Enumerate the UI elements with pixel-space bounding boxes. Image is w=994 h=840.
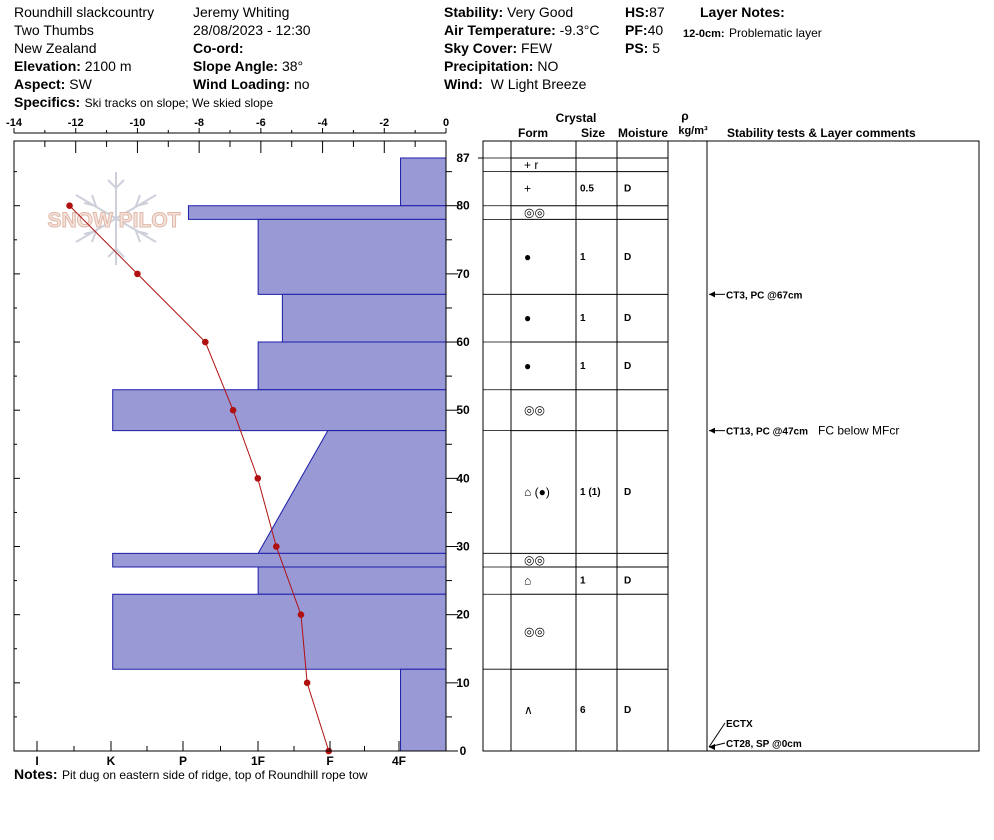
temperature-tick-label: -12 (67, 117, 84, 129)
specifics-label: Specifics: (14, 94, 81, 110)
temperature-point (254, 475, 261, 482)
depth-tick-label: 40 (456, 471, 470, 486)
layer-form: + r (524, 157, 539, 172)
depth-tick-label: 80 (456, 198, 470, 213)
layer-form: ◎◎ (524, 403, 545, 418)
hardness-bar (282, 294, 446, 342)
hardness-tick-label: I (35, 754, 39, 768)
notes-text: Pit dug on eastern side of ridge, top of Roundhill rope tow (62, 768, 368, 782)
precipitation-value: NO (537, 58, 559, 74)
stability-test-comment: FC below MFcr (818, 423, 900, 438)
hardness-bar (188, 206, 446, 220)
temperature-tick-label: -14 (6, 117, 22, 129)
temperature-point (66, 202, 73, 209)
hardness-tick-label: P (178, 754, 188, 768)
stability-test-label: CT28, SP @0cm (726, 739, 802, 750)
layer-moisture: D (624, 183, 632, 195)
temperature-point (202, 339, 209, 346)
depth-tick-label: 20 (456, 607, 470, 622)
aspect-value: SW (69, 76, 92, 92)
stability-test-label: ECTX (726, 719, 753, 730)
temperature-point (134, 271, 141, 278)
pf-label: PF: (625, 22, 648, 38)
observer-name: Jeremy Whiting (193, 4, 290, 20)
layer-size: 1 (1) (580, 486, 601, 498)
layer-moisture: D (624, 575, 632, 587)
crystal-header: Crystal (555, 111, 597, 125)
temperature-tick-label: -2 (379, 117, 390, 129)
depth-tick-label: 60 (456, 335, 470, 350)
layer-moisture: D (624, 251, 632, 263)
temperature-point (230, 407, 237, 414)
depth-tick-label: 10 (456, 675, 470, 690)
hardness-bar (258, 342, 446, 390)
hs-label: HS: (625, 4, 650, 20)
comments-header: Stability tests & Layer comments (727, 126, 916, 140)
layer-moisture: D (624, 360, 632, 372)
temperature-tick-label: -8 (194, 117, 205, 129)
layer-size: 6 (580, 705, 586, 717)
form-header: Form (518, 126, 548, 140)
layer-form: ● (524, 311, 532, 326)
stability-test-label: CT13, PC @47cm (726, 426, 809, 438)
layer-form: ◎◎ (524, 205, 545, 220)
layer-moisture: D (624, 486, 632, 498)
wind-label: Wind: (444, 76, 483, 92)
layer-moisture: D (624, 705, 632, 717)
hardness-tick-label: 1F (250, 754, 266, 768)
slope-angle-value: 38° (281, 58, 304, 74)
depth-tick-label: 30 (456, 539, 470, 554)
stability-test-arrowhead (709, 291, 715, 297)
temperature-point (273, 543, 280, 550)
layer-form: ● (524, 249, 532, 264)
stability-value: Very Good (507, 4, 574, 20)
depth-tick-label: 0 (459, 744, 467, 758)
hardness-bar (258, 567, 446, 594)
layer-form: ◎◎ (524, 553, 545, 568)
hardness-bar (258, 431, 446, 554)
ps-value: 5 (652, 40, 661, 56)
air-temperature-label: Air Temperature: (444, 22, 556, 38)
layer-form: ⌂ (●) (524, 484, 550, 499)
wind-value: W Light Breeze (490, 76, 587, 92)
location-name: Roundhill slackcountry (14, 4, 155, 20)
layer-size: 1 (580, 360, 586, 372)
layer-size: 1 (580, 251, 586, 263)
specifics-value: Ski tracks on slope; We skied slope (84, 96, 274, 110)
elevation-value: 2100 m (84, 58, 132, 74)
notes-label: Notes: (14, 766, 58, 782)
depth-tick-label: 50 (456, 403, 470, 418)
layer-form: ● (524, 358, 532, 373)
observation-datetime: 28/08/2023 - 12:30 (193, 22, 311, 38)
layer-form: + (524, 181, 532, 196)
sky-cover-label: Sky Cover: (444, 40, 518, 56)
elevation-label: Elevation: (14, 58, 81, 74)
hardness-bar (113, 390, 446, 431)
layer-size: 1 (580, 575, 586, 587)
temperature-tick-label: -10 (129, 117, 146, 129)
sky-cover-value: FEW (521, 40, 553, 56)
stability-test-label: CT3, PC @67cm (726, 290, 803, 302)
layer-form: ◎◎ (524, 624, 545, 639)
stability-test-arrowhead (709, 428, 715, 434)
precipitation-label: Precipitation: (444, 58, 534, 74)
pf-value: 40 (647, 22, 664, 38)
hardness-bar (258, 219, 446, 294)
layer-note-text: Problematic layer (729, 26, 822, 40)
density-unit-header: kg/m³ (678, 125, 708, 137)
aspect-label: Aspect: (14, 76, 66, 92)
temperature-tick-label: -4 (317, 117, 328, 129)
slope-angle-label: Slope Angle: (193, 58, 279, 74)
layer-size: 1 (580, 313, 586, 325)
watermark-text: SNOW PILOT (47, 209, 181, 232)
hardness-tick-label: 4F (391, 754, 407, 768)
temperature-tick-label: -6 (255, 117, 266, 129)
layer-note-depth: 12-0cm: (683, 28, 725, 40)
depth-tick-label: 87 (456, 151, 470, 165)
layer-form: ∧ (524, 703, 533, 718)
route-name: Two Thumbs (14, 22, 94, 38)
hardness-bar (401, 669, 446, 751)
wind-loading-value: no (293, 76, 310, 92)
layer-moisture: D (624, 313, 632, 325)
layer-form: ⌂ (524, 573, 532, 588)
temperature-point (298, 611, 305, 618)
hardness-bar (113, 594, 446, 669)
hs-value: 87 (649, 4, 665, 20)
depth-tick-label: 70 (456, 266, 470, 281)
ps-label: PS: (625, 40, 649, 56)
wind-loading-label: Wind Loading: (193, 76, 291, 92)
table-frame (483, 141, 979, 751)
moisture-header: Moisture (617, 126, 669, 140)
coord-label: Co-ord: (193, 40, 244, 56)
country-name: New Zealand (14, 40, 97, 56)
temperature-point (304, 680, 311, 687)
temperature-tick-label: 0 (442, 117, 450, 129)
hardness-tick-label: K (106, 754, 116, 768)
hardness-tick-label: F (326, 754, 334, 768)
air-temperature-value: -9.3°C (559, 22, 600, 38)
layer-size: 0.5 (580, 183, 594, 195)
layer-notes-label: Layer Notes: (700, 4, 785, 20)
stability-label: Stability: (444, 4, 504, 20)
hardness-bar (401, 158, 446, 206)
density-header: ρ (681, 109, 689, 123)
size-header: Size (580, 126, 606, 140)
